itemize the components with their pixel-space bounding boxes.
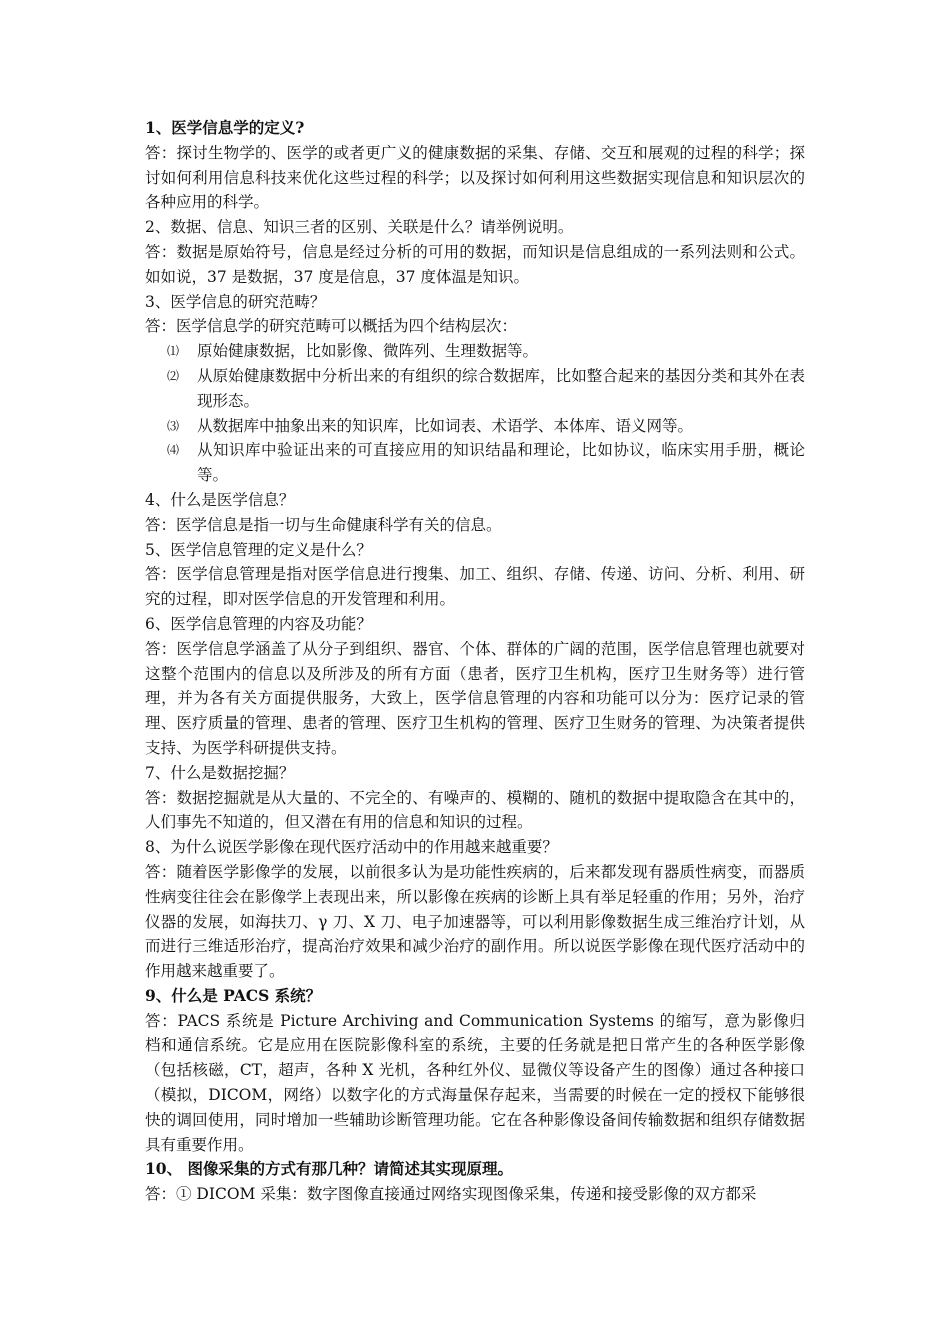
answer-8: 答：随着医学影像学的发展，以前很多认为是功能性疾病的，后来都发现有器质性病变，而器质性病变往往会在影像学上表现出来，所以影像在疾病的诊断上具有举足轻重的作用；另外，治疗仪器的发展，如海扶刀、γ 刀、X 刀、电子加速器等，可以利用影像数据生成三维治疗计划，从而进行三维适形治疗，提高治疗效果和减少治疗的副作用。所以说医学影像在现代医疗活动中的作用越来越重要了。 (145, 862, 805, 981)
question-5: 5、医学信息管理的定义是什么？ (145, 540, 372, 559)
list-item (145, 339, 805, 364)
list-item (145, 364, 805, 414)
list-item-number: ⑴ (167, 344, 180, 359)
list-item-text: 原始健康数据，比如影像、微阵列、生理数据等。 (197, 342, 539, 361)
question-6: 6、医学信息管理的内容及功能？ (145, 614, 372, 633)
question-8: 8、为什么说医学影像在现代医疗活动中的作用越来越重要？ (145, 838, 558, 857)
list-item (145, 438, 805, 488)
list-item-text: 从原始健康数据中分析出来的有组织的综合数据库，比如整合起来的基因分类和其外在表现形态。 (197, 366, 805, 410)
answer-3: 答：医学信息学的研究范畴可以概括为四个结构层次： (145, 317, 518, 336)
research-levels-list (145, 339, 805, 488)
answer-7: 答：数据挖掘就是从大量的、不完全的、有噪声的、模糊的、随机的数据中提取隐含在其中的，人们事先不知道的，但又潜在有用的信息和知识的过程。 (145, 788, 805, 832)
list-item-number: ⑶ (167, 418, 180, 433)
answer-9: 答：PACS 系统是 Picture Archiving and Communication Systems 的缩写，意为影像归档和通信系统。它是应用在医院影像科室的系统，主要的任务就是把日常产生的各种医学影像（包括核磁，CT，超声，各种 X 光机，各种红外仪、显微仪等设备产生的图像）通过各种接口（模拟，DICOM，网络）以数字化的方式海量保存起来，当需要的时候在一定的授权下能够很快的调回使用，同时增加一些辅助诊断管理功能。它在各种影像设备间传输数据和组织存储数据具有重要作用。 (145, 1011, 805, 1154)
question-7: 7、什么是数据挖掘？ (145, 763, 295, 782)
list-item-number: ⑵ (167, 368, 180, 383)
answer-4: 答：医学信息是指一切与生命健康科学有关的信息。 (145, 515, 502, 534)
question-3: 3、医学信息的研究范畴？ (145, 292, 326, 311)
question-10: 10、 图像采集的方式有那几种？请简述其实现原理。 (145, 1159, 513, 1179)
document-body (145, 116, 805, 1207)
answer-6: 答：医学信息学涵盖了从分子到组织、器官、个体、群体的广阔的范围，医学信息管理也就要对这整个范围内的信息以及所涉及的所有方面（患者，医疗卫生机构，医疗卫生财务等）进行管理，并为各有关方面提供服务，大致上，医学信息管理的内容和功能可以分为：医疗记录的管理、医疗质量的管理、患者的管理、医疗卫生机构的管理、医疗卫生财务的管理、为决策者提供支持、为医学科研提供支持。 (145, 639, 805, 757)
answer-1: 答：探讨生物学的、医学的或者更广义的健康数据的采集、存储、交互和展观的过程的科学；探讨如何利用信息科技来优化这些过程的科学；以及探讨如何利用这些数据实现信息和知识层次的各种应用的科学。 (145, 143, 805, 212)
list-item-text: 从数据库中抽象出来的知识库，比如词表、术语学、本体库、语义网等。 (197, 416, 694, 435)
answer-5: 答：医学信息管理是指对医学信息进行搜集、加工、组织、存储、传递、访问、分析、利用、研究的过程，即对医学信息的开发管理和利用。 (145, 565, 805, 609)
answer-10: 答：① DICOM 采集：数字图像直接通过网络实现图像采集，传递和接受影像的双方都采 (145, 1185, 757, 1204)
list-item-number: ⑷ (167, 443, 180, 458)
question-4: 4、什么是医学信息？ (145, 490, 295, 509)
answer-2: 答：数据是原始符号，信息是经过分析的可用的数据，而知识是信息组成的一系列法则和公式。如如说，37 是数据，37 度是信息，37 度体温是知识。 (145, 242, 805, 286)
list-item (145, 414, 805, 439)
list-item-text: 从知识库中验证出来的可直接应用的知识结晶和理论，比如协议，临床实用手册，概论等。 (197, 441, 805, 485)
question-1: 1、医学信息学的定义? (145, 118, 305, 137)
question-9: 9、什么是 PACS 系统？ (145, 985, 322, 1005)
question-2: 2、数据、信息、知识三者的区别、关联是什么？请举例说明。 (145, 218, 574, 237)
